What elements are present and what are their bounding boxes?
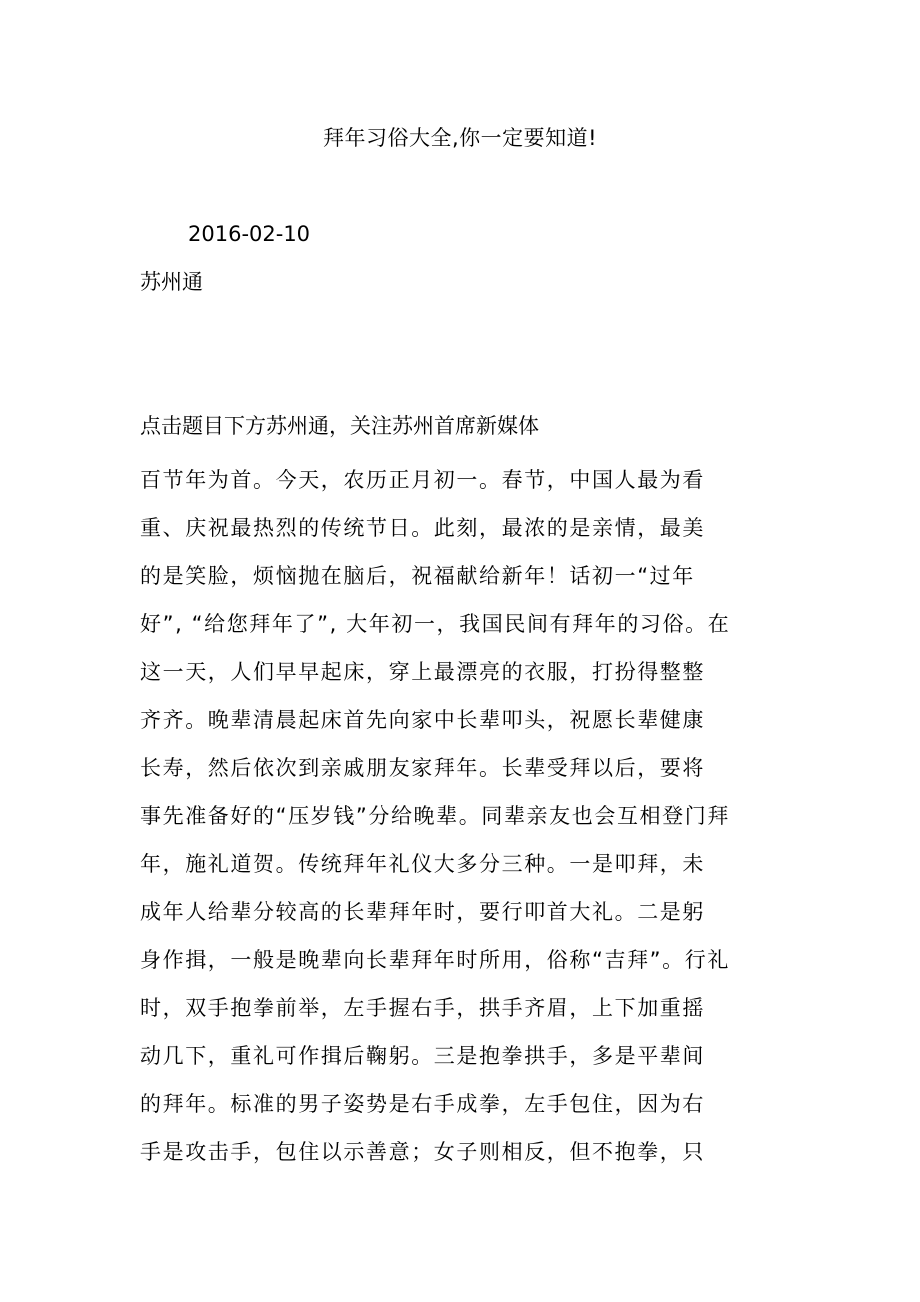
body-line: 手是攻击手，包住以示善意；女子则相反，但不抱拳，只: [140, 1140, 705, 1164]
body-line: 成年人给辈分较高的长辈拜年时，要行叩首大礼。二是躬: [140, 900, 705, 924]
body-line: 的是笑脸，烦恼抛在脑后，祝福献给新年！话初一“过年: [140, 564, 695, 588]
body-line: 重、庆祝最热烈的传统节日。此刻，最浓的是亲情，最美: [140, 516, 705, 540]
body-line: 事先准备好的“压岁钱”分给晚辈。同辈亲友也会互相登门拜: [140, 804, 730, 828]
article-body: [140, 456, 780, 1176]
publish-date: 2016-02-10: [188, 222, 311, 246]
body-line: 长寿，然后依次到亲戚朋友家拜年。长辈受拜以后，要将: [140, 756, 705, 780]
body-line: 百节年为首。今天，农历正月初一。春节，中国人最为看: [140, 468, 705, 492]
body-line: 的拜年。标准的男子姿势是右手成拳，左手包住，因为右: [140, 1092, 705, 1116]
body-line: 齐齐。晚辈清晨起床首先向家中长辈叩头，祝愿长辈健康: [140, 708, 705, 732]
body-line: 时，双手抱拳前举，左手握右手，拱手齐眉，上下加重摇: [140, 996, 705, 1020]
body-line: 好”, “给您拜年了”, 大年初一，我国民间有拜年的习俗。在: [140, 612, 731, 636]
body-line: 年，施礼道贺。传统拜年礼仪大多分三种。一是叩拜，未: [140, 852, 705, 876]
body-line: 动几下，重礼可作揖后鞠躬。三是抱拳拱手，多是平辈间: [140, 1044, 705, 1068]
follow-prompt: 点击题目下方苏州通，关注苏州首席新媒体: [140, 414, 539, 438]
body-line: 这一天，人们早早起床，穿上最漂亮的衣服，打扮得整整: [140, 660, 705, 684]
source-account: 苏州通: [140, 270, 203, 294]
body-line: 身作揖，一般是晚辈向长辈拜年时所用，俗称“吉拜”。行礼: [140, 948, 730, 972]
article-title: 拜年习俗大全,你一定要知道!: [322, 126, 598, 150]
